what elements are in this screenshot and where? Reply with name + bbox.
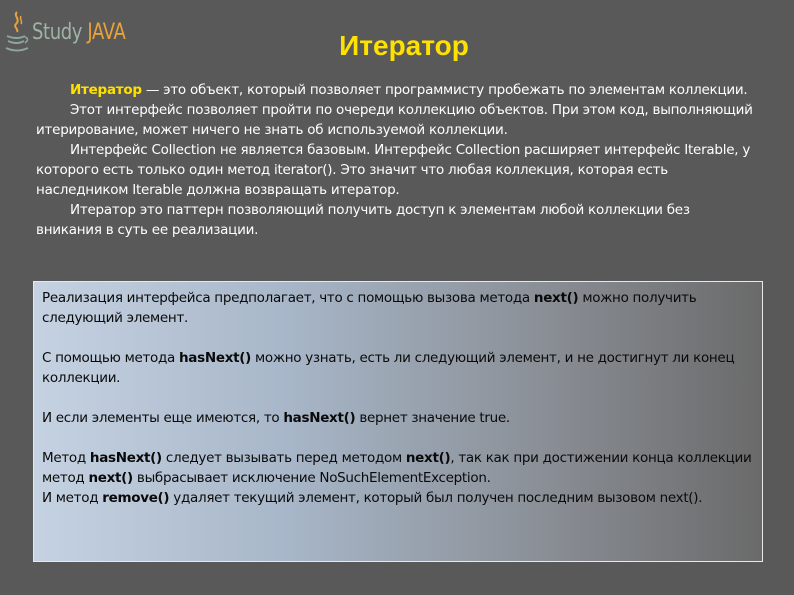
- panel-text: удаляет текущий элемент, который был получен последним вызовом next().: [169, 490, 703, 506]
- panel-paragraph-order: [42, 448, 754, 488]
- methods-panel: [33, 281, 763, 562]
- panel-text: можно узнать, есть ли следующий элемент, и не достигнут ли конец коллекции.: [42, 350, 735, 386]
- panel-text: следует вызывать перед методом: [161, 450, 406, 466]
- panel-text: И если элементы еще имеются, то: [42, 410, 284, 426]
- panel-paragraph-next: [42, 288, 754, 328]
- panel-paragraph-true: [42, 408, 754, 428]
- method-remove: remove(): [102, 490, 170, 506]
- intro-paragraph-1-text: — это объект, который позволяет программисту пробежать по элементам коллекции.: [141, 82, 748, 98]
- panel-text: Реализация интерфейса предполагает, что с помощью вызова метода: [42, 290, 534, 306]
- panel-text: , так как при достижении конца коллекции метод: [42, 450, 752, 486]
- method-hasnext: hasNext(): [179, 350, 252, 366]
- intro-paragraph-3: Интерфейс Collection не является базовым. Интерфейс Collection расширяет интерфейс Iterable, у которого есть только один метод iterator(). Это значит что любая коллекция, которая есть наследником Iterable должна возвращать итератор.: [36, 142, 751, 198]
- intro-text: [36, 80, 758, 240]
- iterator-keyword: Итератор: [70, 82, 142, 98]
- method-hasnext: hasNext(): [283, 410, 356, 426]
- panel-text: И метод: [42, 490, 103, 506]
- panel-text: вернет значение true.: [355, 410, 510, 426]
- panel-text: С помощью метода: [42, 350, 179, 366]
- slide-title: Итератор: [339, 30, 469, 61]
- method-next: next(): [88, 470, 133, 486]
- panel-paragraph-hasnext: [42, 348, 754, 388]
- intro-paragraph-2: Этот интерфейс позволяет пройти по очереди коллекцию объектов. При этом код, выполняющий итерирование, может ничего не знать об используемой коллекции.: [36, 102, 753, 138]
- method-next: next(): [405, 450, 451, 466]
- intro-paragraph-4: Итератор это паттерн позволяющий получить доступ к элементам любой коллекции без вникания в суть ее реализации.: [36, 202, 690, 238]
- logo-java-text: JAVA: [87, 19, 126, 45]
- logo-study-text: Study: [32, 19, 83, 45]
- intro-paragraph-1: [36, 80, 758, 100]
- panel-text: выбрасывает исключение NoSuchElementException.: [132, 470, 491, 486]
- panel-text: Метод: [42, 450, 90, 466]
- panel-text: можно получить следующий элемент.: [42, 290, 697, 326]
- method-next: next(): [533, 290, 579, 306]
- panel-paragraph-remove: [42, 488, 754, 508]
- method-hasnext: hasNext(): [89, 450, 162, 466]
